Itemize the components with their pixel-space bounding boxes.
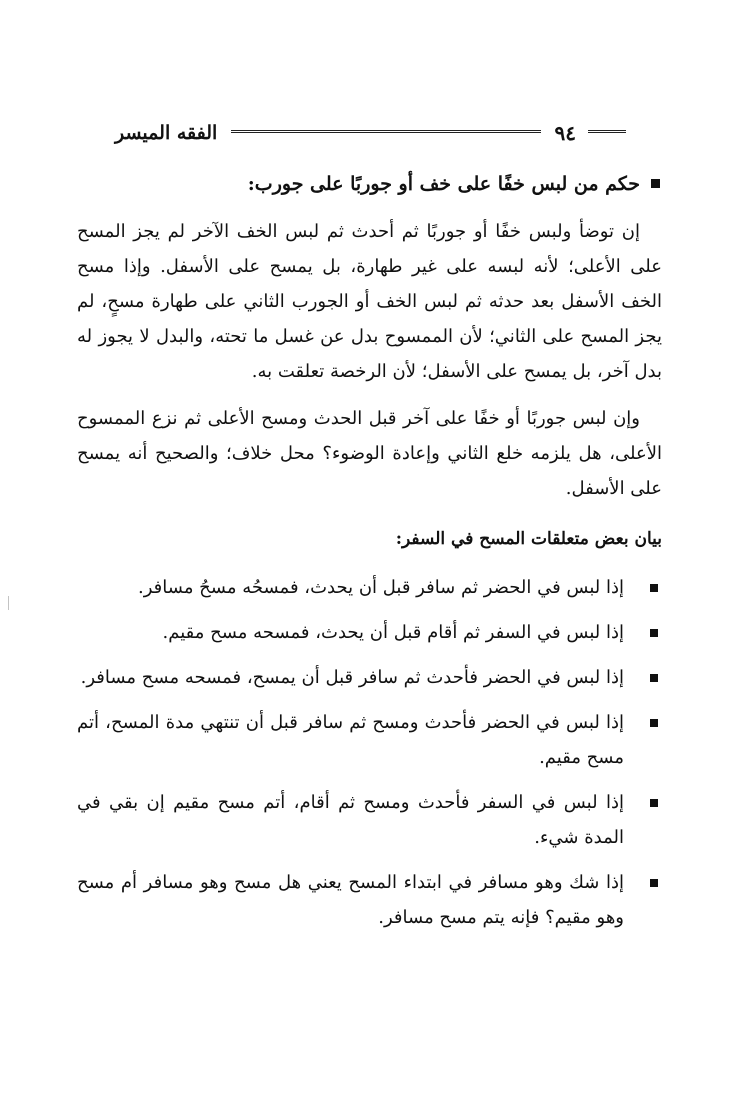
scan-margin-mark <box>8 596 19 610</box>
list-item-text: إذا لبس في الحضر فأحدث ثم سافر قبل أن يمسح، فمسحه مسح مسافر. <box>80 667 624 688</box>
page-number: ٩٤ <box>554 121 576 145</box>
list-item <box>77 705 662 775</box>
list-item <box>77 615 662 650</box>
travel-rules-list <box>77 570 662 935</box>
square-bullet-icon <box>651 179 660 188</box>
header-rule-short <box>588 130 626 136</box>
square-bullet-icon <box>650 799 658 807</box>
list-item <box>77 785 662 855</box>
paragraph: وإن لبس جوربًا أو خفًا على آخر قبل الحدث ومسح الأعلى ثم نزع الممسوح الأعلى، هل يلزمه خلع الثاني وإعادة الوضوء؟ محل خلاف؛ والصحيح أنه يمسح على الأسفل. <box>77 408 662 499</box>
list-item <box>77 570 662 605</box>
list-item-text: إذا شك وهو مسافر في ابتداء المسح يعني هل مسح وهو مسافر أم مسح وهو مقيم؟ فإنه يتم مسح مسافر. <box>77 872 624 928</box>
travel-subheading: بيان بعض متعلقات المسح في السفر: <box>395 529 662 549</box>
list-item <box>77 865 662 935</box>
book-title: الفقه الميسر <box>115 122 218 144</box>
header-rule <box>231 130 540 136</box>
square-bullet-icon <box>650 879 658 887</box>
list-item-text: إذا لبس في السفر فأحدث ومسح ثم أقام، أتم مسح مقيم إن بقي في المدة شيء. <box>77 792 624 848</box>
running-header <box>115 118 626 148</box>
square-bullet-icon <box>650 584 658 592</box>
list-item-text: إذا لبس في الحضر فأحدث ومسح ثم سافر قبل أن تنتهي مدة المسح، أتم مسح مقيم. <box>77 712 624 768</box>
section-heading <box>77 164 662 204</box>
page-body <box>77 160 662 945</box>
square-bullet-icon <box>650 674 658 682</box>
list-item-text: إذا لبس في السفر ثم أقام قبل أن يحدث، فمسحه مسح مقيم. <box>162 622 624 643</box>
square-bullet-icon <box>650 629 658 637</box>
section-heading-text: حكم من لبس خفًا على خف أو جوربًا على جورب: <box>247 173 640 195</box>
square-bullet-icon <box>650 719 658 727</box>
paragraph: إن توضأ ولبس خفًا أو جوربًا ثم أحدث ثم لبس الخف الآخر لم يجز المسح على الأعلى؛ لأنه لبسه على غير طهارة، بل يمسح على الأسفل. وإذا مسح الخف الأسفل بعد حدثه ثم لبس الخف أو الجورب الثاني على طهارة مسحٍ، لم يجز المسح على الثاني؛ لأن الممسوح بدل عن غسل ما تحته، والبدل لا يجوز له بدل آخر، بل يمسح على الأسفل؛ لأن الرخصة تعلقت به. <box>77 221 662 382</box>
list-item <box>77 660 662 695</box>
list-item-text: إذا لبس في الحضر ثم سافر قبل أن يحدث، فمسحُه مسحُ مسافر. <box>138 577 624 598</box>
